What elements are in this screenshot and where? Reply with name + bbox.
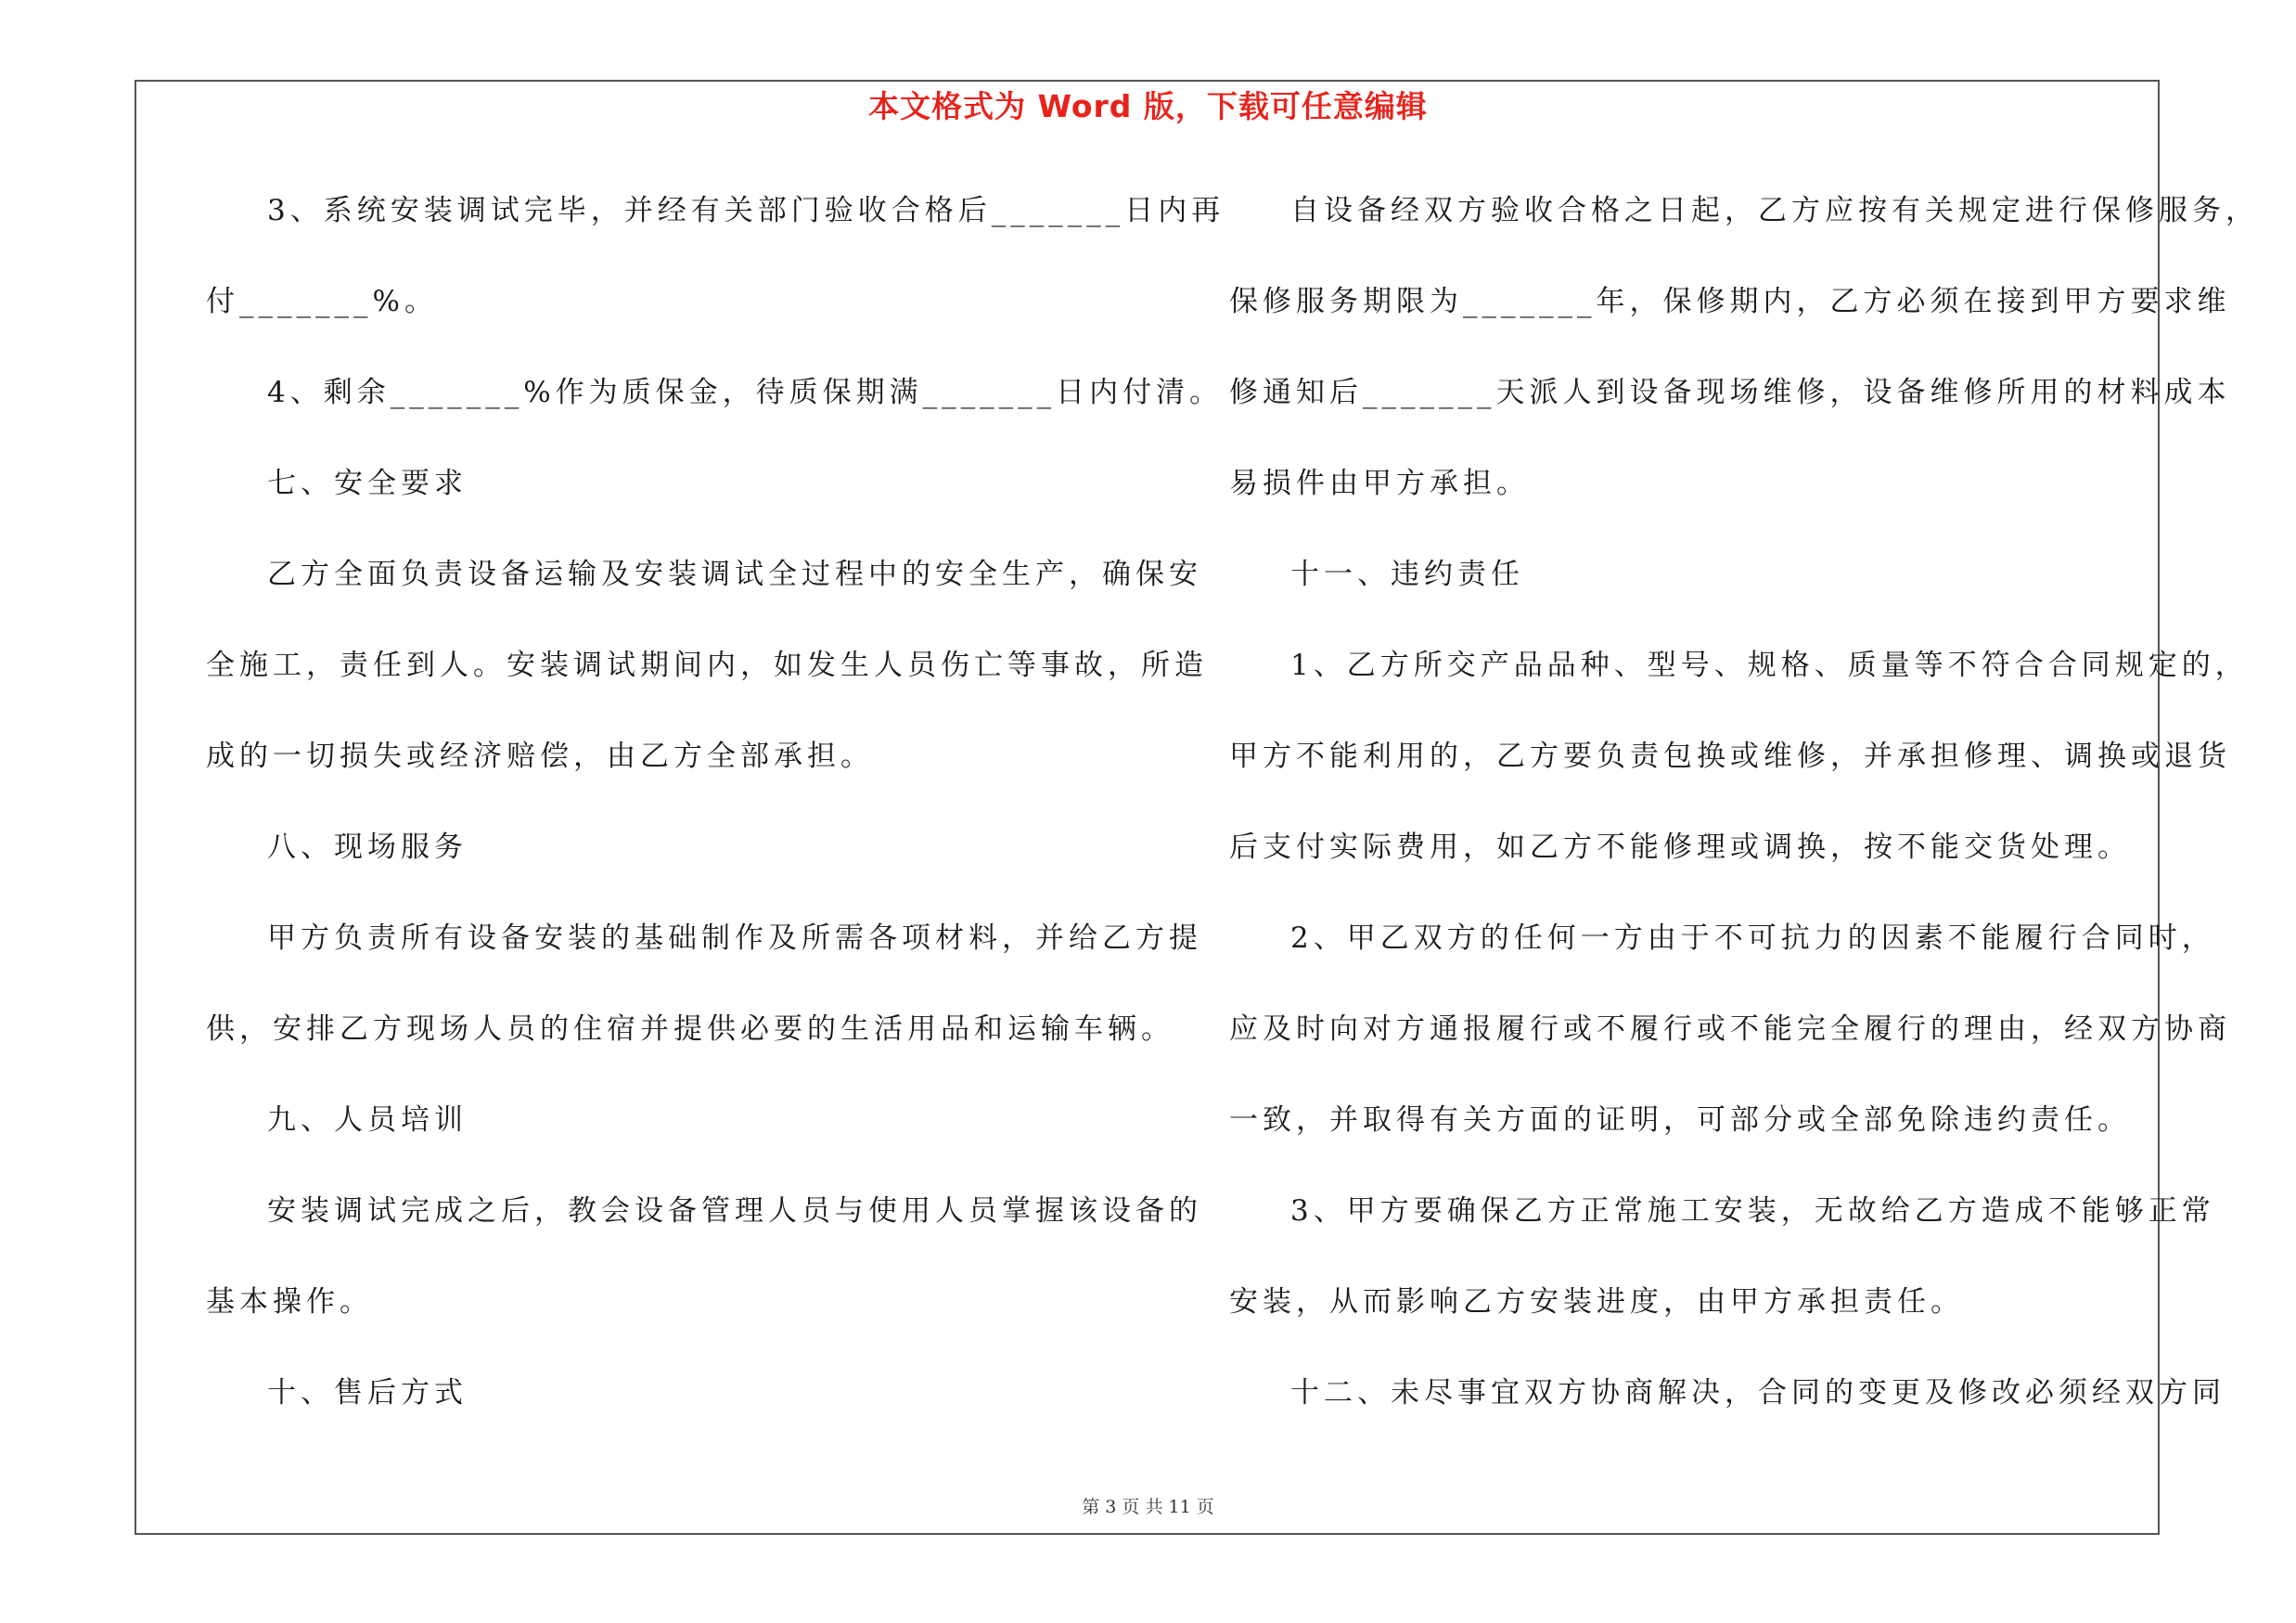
text-line: 供，安排乙方现场人员的住宿并提供必要的生活用品和运输车辆。 bbox=[206, 1012, 1174, 1046]
text-line: 基本操作。 bbox=[206, 1285, 373, 1319]
right-column bbox=[1229, 165, 2259, 1438]
text-line: 修通知后_______天派人到设备现场维修，设备维修所用的材料成本 bbox=[1229, 376, 2231, 409]
text-line: 安装调试完成之后，教会设备管理人员与使用人员掌握该设备的 bbox=[267, 1194, 1202, 1228]
text-line: 安装，从而影响乙方安装进度，由甲方承担责任。 bbox=[1229, 1285, 1964, 1319]
text-line: 成的一切损失或经济赔偿，由乙方全部承担。 bbox=[206, 740, 874, 773]
text-line: 一致，并取得有关方面的证明，可部分或全部免除违约责任。 bbox=[1229, 1103, 2131, 1137]
section-heading: 十、售后方式 bbox=[267, 1376, 468, 1410]
section-heading: 十一、违约责任 bbox=[1290, 558, 1524, 591]
text-line: 十二、未尽事宜双方协商解决，合同的变更及修改必须经双方同 bbox=[1290, 1376, 2225, 1410]
section-heading: 八、现场服务 bbox=[267, 831, 468, 864]
left-column bbox=[206, 165, 1225, 1438]
text-line: 甲方负责所有设备安装的基础制作及所需各项材料，并给乙方提 bbox=[267, 921, 1202, 955]
text-line: 全施工，责任到人。安装调试期间内，如发生人员伤亡等事故，所造 bbox=[206, 649, 1208, 682]
text-line: 自设备经双方验收合格之日起，乙方应按有关规定进行保修服务， bbox=[1290, 194, 2259, 227]
text-line: 4、剩余_______%作为质保金，待质保期满_______日内付清。 bbox=[267, 376, 1224, 409]
text-line: 2、甲乙双方的任何一方由于不可抗力的因素不能履行合同时， bbox=[1290, 921, 2215, 955]
text-line: 3、甲方要确保乙方正常施工安装，无故给乙方造成不能够正常 bbox=[1290, 1194, 2215, 1228]
page-number: 第 3 页 共 11 页 bbox=[1082, 1497, 1214, 1517]
text-line: 甲方不能利用的，乙方要负责包换或维修，并承担修理、调换或退货 bbox=[1229, 740, 2231, 773]
text-line: 易损件由甲方承担。 bbox=[1229, 467, 1530, 500]
text-line: 3、系统安装调试完毕，并经有关部门验收合格后_______日内再 bbox=[267, 194, 1225, 227]
section-heading: 七、安全要求 bbox=[267, 467, 468, 500]
text-line: 乙方全面负责设备运输及安装调试全过程中的安全生产，确保安 bbox=[267, 558, 1202, 591]
section-heading: 九、人员培训 bbox=[267, 1103, 468, 1137]
format-banner: 本文格式为 Word 版，下载可任意编辑 bbox=[868, 88, 1428, 124]
text-line: 1、乙方所交产品品种、型号、规格、质量等不符合合同规定的， bbox=[1290, 649, 2249, 682]
text-line: 后支付实际费用，如乙方不能修理或调换，按不能交货处理。 bbox=[1229, 831, 2131, 864]
text-line: 保修服务期限为_______年，保修期内，乙方必须在接到甲方要求维 bbox=[1229, 285, 2231, 318]
text-line: 应及时向对方通报履行或不履行或不能完全履行的理由，经双方协商 bbox=[1229, 1012, 2231, 1046]
text-line: 付_______%。 bbox=[206, 285, 438, 318]
